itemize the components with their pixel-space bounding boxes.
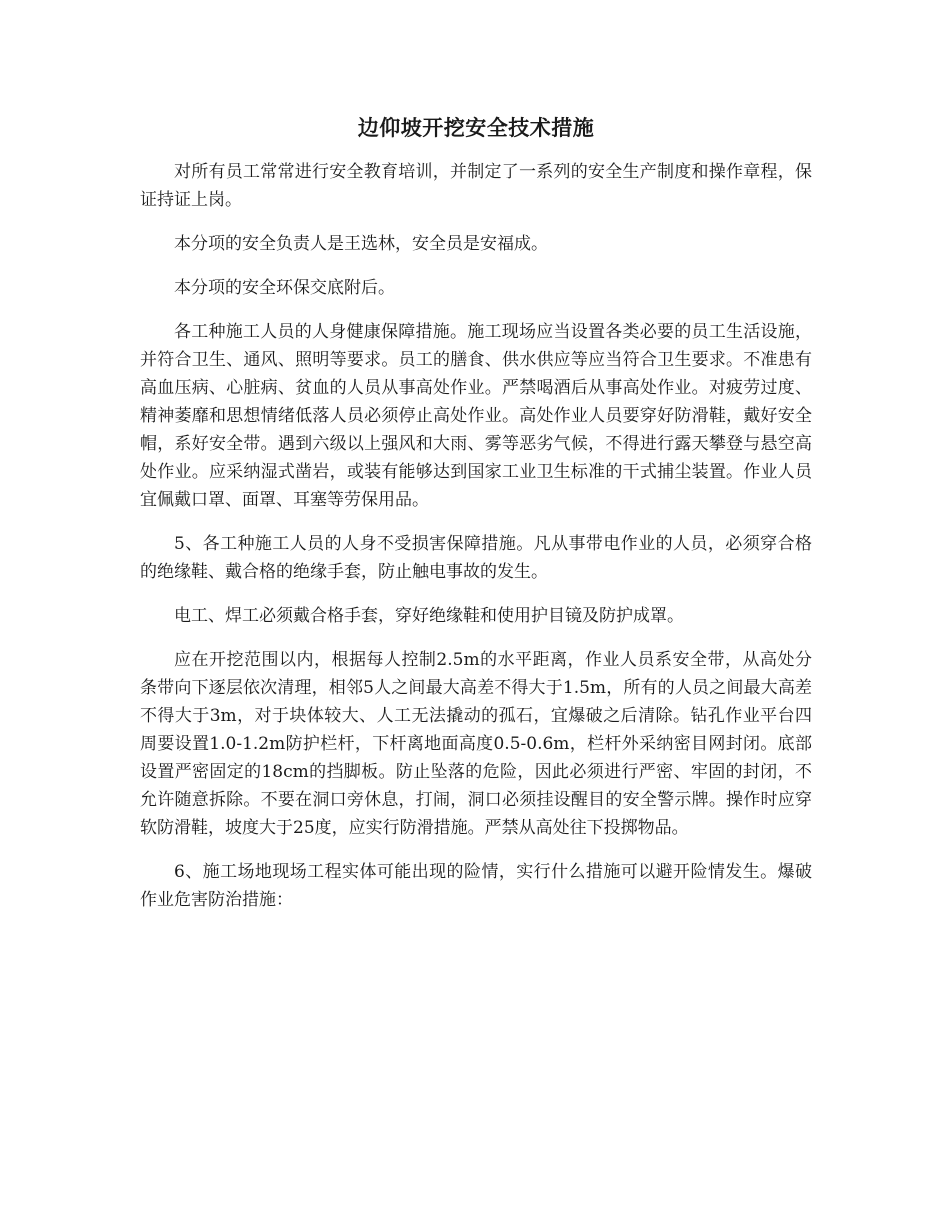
paragraph-training: 对所有员工常常进行安全教育培训，并制定了一系列的安全生产制度和操作章程，保证持证上岗。	[140, 162, 812, 210]
paragraph-health-measures: 各工种施工人员的人身健康保障措施。施工现场应当设置各类必要的员工生活设施，并符合卫生、通风、照明等要求。员工的膳食、供水供应等应当符合卫生要求。不准患有高血压病、心脏病、贫血的人员从事高处作业。严禁喝酒后从事高处作业。对疲劳过度、精神萎靡和思想情绪低落人员必须停止高处作业。高处作业人员要穿好防滑鞋，戴好安全帽，系好安全带。遇到六级以上强风和大雨、雾等恶劣气候，不得进行露天攀登与悬空高处作业。应采纳湿式凿岩，或装有能够达到国家工业卫生标准的干式捕尘装置。作业人员宜佩戴口罩、面罩、耳塞等劳保用品。	[140, 322, 812, 510]
paragraph-electrician-welder: 电工、焊工必须戴合格手套，穿好绝缘鞋和使用护目镜及防护成罩。	[174, 606, 684, 626]
paragraph-briefing: 本分项的安全环保交底附后。	[174, 278, 395, 298]
document-page	[140, 108, 812, 930]
paragraph-injury-protection: 5、各工种施工人员的人身不受损害保障措施。凡从事带电作业的人员，必须穿合格的绝缘鞋、戴合格的绝缘手套，防止触电事故的发生。	[140, 534, 812, 582]
paragraph-responsible-persons: 本分项的安全负责人是王选林，安全员是安福成。	[174, 234, 548, 254]
document-title: 边仰坡开挖安全技术措施	[357, 116, 595, 140]
paragraph-excavation-rules: 应在开挖范围以内，根据每人控制2.5m的水平距离，作业人员系安全带，从高处分条带向下逐层依次清理，相邻5人之间最大高差不得大于1.5m，所有的人员之间最大高差不得大于3m，对于块体较大、人工无法撬动的孤石，宜爆破之后清除。钻孔作业平台四周要设置1.0-1.2m防护栏杆，下杆离地面高度0.5-0.6m，栏杆外采纳密目网封闭。底部设置严密固定的18cm的挡脚板。防止坠落的危险，因此必须进行严密、牢固的封闭，不允许随意拆除。不要在洞口旁休息，打闹，洞口必须挂设醒目的安全警示牌。操作时应穿软防滑鞋，坡度大于25度，应实行防滑措施。严禁从高处往下投掷物品。	[140, 650, 812, 838]
paragraph-hazard-avoidance: 6、施工场地现场工程实体可能出现的险情，实行什么措施可以避开险情发生。爆破作业危害防治措施：	[140, 862, 812, 910]
